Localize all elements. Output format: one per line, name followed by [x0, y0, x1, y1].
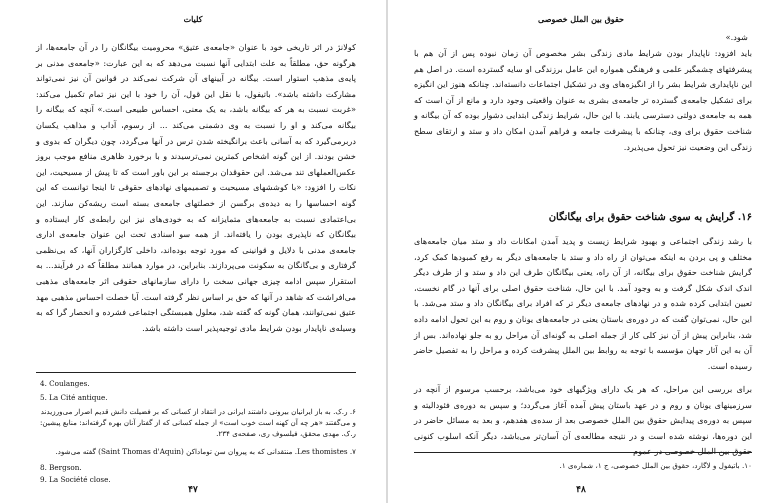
right-page-number: ۴۸ [576, 485, 586, 495]
right-body-paragraph-2: با رشد زندگی اجتماعی و بهبود شرایط زیست و پدید آمدن امکانات داد و ستد میان جامعه‌های مختلف و پی بردن به اینکه می‌توان از راه داد و ستد با جامعه‌های دیگر به رفع کمبودها کمک کرد، گرایش شناخت حقوق برای بیگانه، از آن راه، یعنی بیگانگان طرف این داد و ستد و از طرف دیگر اندک اندک شکل گرفت و به وجود آمد. با این حال، شناخت حقوق اصلی برای آنها در گام نخست، تعیین ابتدایی کرده شده و در نهادهای جامعه‌ی دیگر تر که افراد برای بیگانگان داد و ستد می‌شد. با این حال، نمی‌توان گفت که در دوره‌ی باستان یعنی در جامعه‌های یونان و روم به این تحول ادامه داده شد، بنابراین پیش از آن نیز کلی کار از جمله اصلی به گونه‌ای آن مراحل رو به جلو نهاده‌اند. بس از آن به این آثار جهان مؤسسه با توجه به روابط بین الملل پیشرفت کرده و مراحل را به تفصیل حاضر رسیده است. [414, 236, 752, 371]
left-page [0, 0, 386, 503]
footnote-6: ۶. ر.ک. به باز ایرانیان بیرونی داشتند ایرانی در انتقاد از کسانی که بر فضیلت دانش قدیم اصرار می‌ورزیدند و می‌گفتند «هر چه آن کهنه است خوب است» از جمله کسانی که از گفتار آنان بهره گرفته‌اند: منابع پیشین: ر.ک. مهدی محقق، فیلسوف ری، صفحه‌ی ۲۳۴. [39, 407, 356, 438]
footnote-7: ۷. Les thomistes. منتقدانی که به پیروان سن توماداکن (Saint Thomas d'Aquin) گفته می‌شود. [55, 447, 356, 456]
left-footnote-rule [36, 372, 356, 373]
right-body-paragraph-1: باید افزود: ناپایدار بودن شرایط مادی زندگی بشر مخصوص آن زمان نبوده پس از آن هم با پیشرفتهای چشمگیر علمی و فرهنگی همواره این عامل برزندگی او سایه گسترده است. در اصل هم این ناپایداری شرایط بشر را از انگیزه‌های وی در تشکیل اجتماعات دانسته‌اند. چنانکه هنوز این انگیزه برای تشکیل جامعه‌ی گسترده تر جامعه‌ی بشری به عنوان واقعیتی وجود دارد و مانع از آن است که همه به جامعه‌ی دولتی دسترسی یابند. با این حال، شرایط زندگی ابتدایی دشوار بوده که آن بیگانه و شناخت حقوق برای وی، چنانکه با پیشرفت جامعه و فراهم آمدن امکان داد و ستد و ارتقای سطح زندگی این وضعیت نیز تحول می‌پذیرد. [414, 48, 752, 152]
footnote-9: 9. La Société close. [40, 475, 111, 484]
right-top-line: شود.» [725, 32, 748, 42]
right-body-paragraph-3: برای بررسی این مراحل، که هر یک دارای ویژگیهای خود می‌باشد، برحسب مرسوم از آنچه در سرزمینهای یونان و روم و در عهد باستان پیش آمده آغاز می‌گردد؛ و سپس به دوره‌ی فئودالیته و سپس به دوره‌ی پیدایش حقوق بین الملل خصوصی بعد از سده‌ی هفدهم، و بعد به مسائل حاضر در این دوره‌ها، نوشته شده است و در نتیجه مطالعه‌ی آن آسان‌تر می‌باشد، دیگر آنکه اسلوب کنونی [414, 384, 752, 441]
footnote-4: 4. Coulanges. [40, 379, 90, 388]
footnote-8: 8. Bergson. [40, 463, 82, 472]
right-page [388, 0, 774, 503]
left-page-number: ۴۷ [188, 485, 198, 495]
left-body-paragraph: کولانژ در اثر تاریخی خود با عنوان «جامعه‌ی عتیق» محرومیت بیگانگان را در آن جامعه‌ها، از هرگونه حق، مطلقاً به علت ابتدایی آنها نسبت می‌دهد که به این عبارت: «جامعه‌ی مدنی بر پایه‌ی مذهب استوار است. بیگانه در آیینهای آن شرکت نمی‌کند در قوانین آن نیز نمی‌تواند مشارکت داشته باشد». باتیفول، با نقل این قول، آن را خود با این نیز تمام تکمیل می‌کند: «غربت نسبت به هر که بیگانه باشد، به یک معنی، احساس طبیعی است.» آنچه که بیگانه را بیگانه می‌کند و او را نسبت به وی دشمنی می‌کند ... از رسوم، آداب و مذاهب یکسان دربرمی‌گیرد که به آسانی باعث برانگیخته شدن ترس در آنها می‌گردد، چون دیگران که بدوی و خشن بودند. از این گونه اشخاص کمترین نمی‌ترسیدند و با برخورد ظاهری منافع موجب بروز عکس‌العملهای تند می‌شد. این حقوقدان برجسته بر این باور است که تا پیش از مسیحیت، این نکات را افزود: «با کوششهای مسیحیت و تصمیمهای نهادهای حقوقی تا اینجا توانست که این گونه احساسها را به دیده‌ی برگسن از خصلتهای جامعه‌ی بسته است ریشه‌کن سازند. این بی‌اعتمادی نسبت به جامعه‌های متمایزانه که به خودی‌های نیز این رابطه‌ی کار ایستاده و بیگانگان که ناپذیری بودن را یافته‌اند. از همه سو اسنادی تحت این عنوان جامعه‌ی اداری جامعه‌ی مدنی با دلایل و قوانینی که مورد توجه بوده‌اند، داخلی کارگزاران آنها، که بی‌نظمی گرفتاری و بی‌گانگان به سکونت می‌پردازند. بنابراین، در موارد همانند مطلقاً که در فرآیند... به استقرار سپس ادامه چیزی جهانی سخت را دارای سازمانهای حقوقی اثر جامعه‌های مذهبی می‌افراشت که شاهد در آنها که حق بر اساس نظر گرفته است. آیا خصلت احساس مذهبی مهد عتیق نمی‌توانند، همان گونه که گفته شد، معلول همبستگی اجتماعی فشرده و انحصار گرا که به وسیله‌ی ناپایدار بودن شرایط مادی توجیه‌پذیر است داشته باشد. [36, 42, 356, 333]
footnote-10: ۱۰. باتیفول و لاگارد، حقوق بین الملل خصوصی، ج ۱، شماره‌ی ۱. [559, 461, 752, 470]
left-running-head: کلیات [183, 14, 203, 24]
right-footnote-rule [414, 452, 752, 453]
right-running-head: حقوق بین الملل خصوصی [538, 14, 624, 24]
section-heading: ۱۶. گرایش به سوی شناخت حقوق برای بیگانگان [548, 212, 752, 223]
footnote-5: 5. La Cité antique. [40, 393, 108, 402]
